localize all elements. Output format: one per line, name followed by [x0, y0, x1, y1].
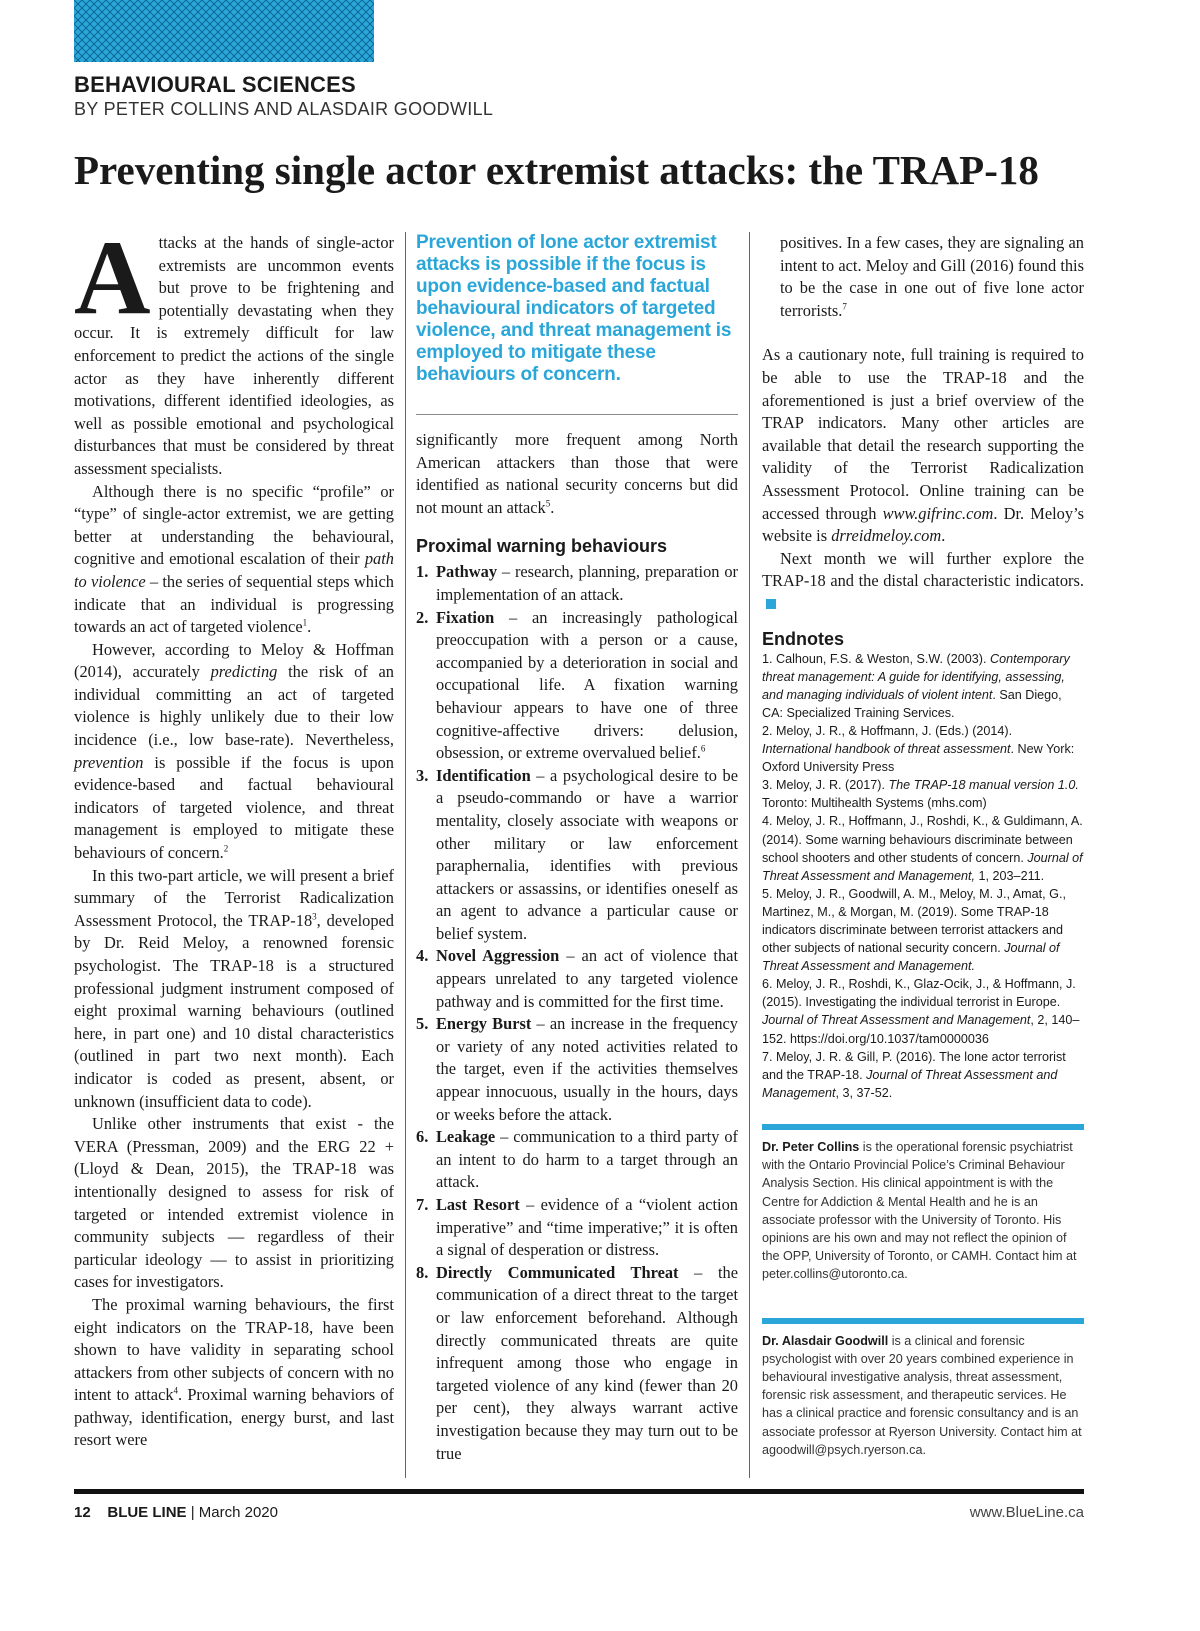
paragraph: Unlike other instruments that exist - the VERA (Pressman, 2009) and the ERG 22 + (Lloyd & Dean, 2015), the TRAP-18 was intentionally designed to assess for risk of targeted or intended extremist violence in community subjects — regardless of their particular ideology — to assist in prioritizing cases for investigators.: [74, 1114, 394, 1292]
paragraph: [74, 639, 394, 865]
paragraph-intro: [74, 219, 394, 481]
emphasis: Journal of Threat Assessment and Management: [762, 1067, 1058, 1100]
item-term: Fixation: [436, 607, 495, 627]
paragraph: [762, 232, 1084, 322]
endnote-item: [762, 975, 1084, 1047]
paragraph: [762, 548, 1084, 616]
item-number: 6.: [416, 1127, 429, 1147]
footnote-ref: 4: [173, 1385, 179, 1396]
emphasis: Journal of Threat Assessment and Management.: [762, 941, 1060, 974]
item-term: Energy Burst: [436, 1014, 532, 1034]
warning-behaviour-item: [416, 1013, 738, 1126]
paragraph: [74, 1294, 394, 1452]
item-text: – an increase in the frequency or variety of any noted activities related to the target, even if the activities themselves appear innocuous, usually in the hours, days or weeks before the attack.: [436, 1014, 739, 1124]
item-text: – an act of violence that appears unrelated to any targeted violence pathway and is committed for the first time.: [436, 946, 739, 1011]
emphasis: International handbook of threat assessment: [762, 742, 1011, 757]
text: 1, 203–211.: [975, 868, 1045, 883]
byline: BY PETER COLLINS AND ALASDAIR GOODWILL: [74, 99, 494, 119]
column-2: [416, 232, 738, 1465]
link-drreidmeloy[interactable]: drreidmeloy.com: [831, 526, 942, 546]
item-term: Last Resort: [436, 1195, 520, 1214]
text: However, according to Meloy & Hoffman (2014), accurately: [74, 639, 394, 682]
text: is possible if the focus is upon evidence-based and factual behavioural indicators of targeted violence, and threat management is employed to mitigate these behaviours of concern.: [74, 752, 394, 863]
warning-behaviour-item: [416, 1194, 738, 1262]
intro-text: ttacks at the hands of single-actor extremists are uncommon events but prove to be frightening and potentially devastating when they occur. It is extremely difficult for law enforcement to predict the actions of the single actor as they have inherently different motivations, different identified ideologies, as well as possible emotional and psychological disturbances that must be considered by threat assessment specialists.: [74, 233, 394, 478]
item-number: 8.: [416, 1262, 429, 1282]
headline: Preventing single actor extremist attacks: the TRAP-18: [74, 147, 1039, 193]
text: Next month we will further explore the TRAP-18 and the distal characteristic indicators.: [762, 548, 1084, 591]
item-term: Directly Communicated Threat: [436, 1262, 679, 1282]
item-text: – evidence of a “violent action imperative” and “time imperative;” it is often a signal of desperation or distress.: [436, 1195, 739, 1260]
item-number: 2.: [416, 607, 429, 627]
author-name: Dr. Peter Collins: [762, 1139, 860, 1154]
text: positives. In a few cases, they are signaling an intent to act. Meloy and Gill (2016) found this to be the case in one out of five lone actor terrorists.: [780, 233, 1084, 320]
endnote-list: [762, 650, 1084, 1102]
author-bio-collins: [762, 1124, 1084, 1284]
footnote-ref: 3: [312, 911, 317, 922]
emphasis: Contemporary threat management: A guide for identifying, assessing, and managing individuals of violent intent: [762, 651, 1070, 702]
header-pattern-decoration: [74, 0, 374, 62]
endnote-item: [762, 812, 1084, 884]
pull-quote-divider: [416, 414, 738, 415]
text: As a cautionary note, full training is required to be able to use the TRAP-18 and the aforementioned is just a brief overview of the TRAP indicators. Many other articles are available that detail the research supporting the validity of the Terrorist Radicalization Assessment Protocol. Online training can be accessed through: [762, 345, 1084, 523]
item-text: – communication to a third party of an intent to do harm to a target through an attack.: [436, 1127, 738, 1192]
endnotes: [762, 630, 1084, 1102]
footnote-ref: 5: [545, 498, 551, 509]
endnote-item: [762, 722, 1084, 776]
end-mark-icon: [766, 599, 776, 609]
footer-left: [74, 1504, 278, 1521]
endnote-item: [762, 776, 1084, 812]
item-text: – a psychological desire to be a pseudo-commando or have a warrior mentality, closely associate with weapons or other military or law enforcement paraphernalia, identifies with previous attackers or assassins, or identifies oneself as an agent to advance a particular cause or belief system.: [436, 765, 738, 943]
bio-text: is a clinical and forensic psychologist with over 20 years combined experience in behavioural investigative analysis, threat assessment, forensic risk assessment, and therapeutic services. He has a clinical practice and forensic consultancy and is an associate professor at Ryerson University. Contact him at agoodwill@psych.ryerson.ca.: [762, 1333, 1082, 1457]
issue-date: March 2020: [198, 1504, 278, 1521]
text: , 2, 140–152. https://doi.org/10.1037/tam0000036: [762, 1013, 1080, 1046]
text: 6. Meloy, J. R., Roshdi, K., Glaz-Ocik, J., & Hoffmann, J. (2015). Investigating the individual terrorist in Europe.: [762, 977, 1076, 1010]
bio-text: is the operational forensic psychiatrist with the Ontario Provincial Police’s Criminal Behaviour Analysis Section. His clinical appointment is with the Centre for Addiction & Mental Health and he is an associate professor with the University of Toronto. His opinions are his own and may not reflect the opinion of the OPP, University of Toronto, or CAMH. Contact him at peter.collins@utoronto.ca.: [762, 1139, 1077, 1282]
text: The proximal warning behaviours, the first eight indicators on the TRAP-18, have been shown to have validity in separating school attackers from other subjects of concern with no intent to attack: [74, 1294, 394, 1405]
footer-separator: |: [190, 1504, 195, 1521]
text: . Proximal warning behaviors of pathway, identification, energy burst, and last resort were: [74, 1385, 394, 1450]
item-number: 7.: [416, 1195, 429, 1214]
column-divider: [749, 232, 750, 1478]
emphasis: The TRAP-18 manual version 1.0.: [888, 778, 1079, 793]
footer-divider: [74, 1489, 1084, 1494]
endnote-item: [762, 1048, 1084, 1102]
subheading-proximal-warning-behaviours: Proximal warning behaviours: [416, 536, 668, 557]
page-number: 12: [74, 1504, 91, 1521]
emphasis: path to violence: [74, 549, 394, 591]
footnote-ref: 7: [842, 301, 847, 312]
warning-behaviour-item: [416, 945, 738, 1013]
item-text: – research, planning, preparation or implementation of an attack.: [436, 562, 738, 604]
text: significantly more frequent among North American attackers than those that were identified as national security concerns but did not mount an attack: [416, 430, 738, 517]
item-term: Identification: [436, 765, 531, 785]
footnote-ref: 2: [223, 843, 229, 854]
magazine-name: BLUE LINE: [107, 1504, 187, 1521]
text: 4. Meloy, J. R., Hoffmann, J., Roshdi, K., & Guldimann, A. (2014). Some warning behaviours discriminate between school shooters and other students of concern.: [762, 814, 1083, 865]
item-text: – the communication of a direct threat to the target or law enforcement beforehand. Although directly communicated threats are quite infrequent among those who engage in targeted violence of any kind (fewer than 20 per cent), they always warrant active investigation because they may turn out to be true: [436, 1262, 738, 1463]
text: . New York: Oxford University Press: [762, 742, 1075, 775]
paragraph: significantly more frequent among North American attackers than those that were identified as national security concerns but did not mount an attack$^5$.: [416, 430, 738, 517]
warning-behaviour-item: [416, 765, 738, 946]
warning-behaviour-item: [416, 561, 738, 606]
item-number: 4.: [416, 946, 429, 966]
item-number: 5.: [416, 1014, 429, 1034]
footer-url[interactable]: www.BlueLine.ca: [969, 1504, 1084, 1521]
paragraph: [762, 344, 1084, 547]
footnote-ref: 6: [700, 743, 706, 754]
item-term: Leakage: [436, 1127, 496, 1147]
text: .: [941, 526, 946, 546]
column-1: [74, 219, 395, 1452]
warning-behaviour-item: [416, 1262, 738, 1465]
footnote-ref: 1: [302, 617, 308, 628]
author-name: Dr. Alasdair Goodwill: [762, 1333, 889, 1348]
text: . Dr. Meloy’s website is: [762, 503, 1084, 546]
text: , developed by Dr. Reid Meloy, a renowned forensic psychologist. The TRAP-18 is a structured professional judgment instrument composed of eight proximal warning behaviours (outlined here, in part one) and 10 distal characteristics (outlined in part two next month). Each indicator is coded as present, absent, or unknown (insufficient data to code).: [74, 910, 394, 1111]
author-bio-goodwill: [762, 1318, 1084, 1459]
paragraph: [74, 865, 394, 1114]
text: 2. Meloy, J. R., & Hoffmann, J. (Eds.) (2014).: [762, 723, 1013, 738]
text: – the series of sequential steps which indicate that an individual is progressing towards an act of targeted violence: [74, 571, 394, 637]
link-gifrinc[interactable]: www.gifrinc.com: [882, 503, 994, 523]
column-3: [762, 232, 1084, 1459]
item-text: – an increasingly pathological preoccupation with a person or a cause, accompanied by a deterioration in social and occupational life. A fixation warning behaviour appears to have one of three cognitive-affective drivers: delusion, obsession, or extreme overvalued belief.: [436, 607, 738, 763]
item-number: 1.: [416, 562, 429, 582]
endnotes-title: Endnotes: [762, 628, 845, 649]
item-term: Pathway: [436, 562, 498, 582]
text: Although there is no specific “profile” or “type” of single-actor extremist, we are getting better at understanding the behavioural, cognitive and emotional escalation of their: [74, 481, 394, 569]
emphasis: Journal of Threat Assessment and Management,: [762, 850, 1083, 883]
text: 5. Meloy, J. R., Goodwill, A. M., Meloy, M. J., Amat, G., Martinez, M., & Morgan, M. (2019). Some TRAP-18 indicators discriminate between terrorist attackers and other subjects of national security concern.: [762, 886, 1066, 956]
text: , 3, 37-52.: [835, 1085, 893, 1100]
drop-cap: A: [74, 219, 151, 336]
text: the risk of an individual committing an act of targeted violence is highly unlikely due to their low incidence (i.e., low base-rate). Nevertheless,: [74, 662, 395, 750]
warning-behaviours-list: [416, 561, 738, 1465]
item-term: Novel Aggression: [436, 946, 560, 966]
text: Toronto: Multihealth Systems (mhs.com): [762, 796, 987, 811]
section-label: BEHAVIOURAL SCIENCES: [74, 72, 356, 97]
warning-behaviour-item: [416, 607, 738, 765]
endnote-item: [762, 650, 1084, 722]
endnote-item: [762, 885, 1084, 975]
text: 1. Calhoun, F.S. & Weston, S.W. (2003).: [762, 651, 990, 666]
pull-quote: Prevention of lone actor extremist attacks is possible if the focus is upon evidence-based and factual behavioural indicators of targeted violence, and threat management is employed to mitigate these behaviours of concern.: [416, 232, 732, 385]
warning-behaviour-item: [416, 1126, 738, 1194]
emphasis: predicting: [210, 662, 278, 682]
item-number: 3.: [416, 765, 429, 785]
text: In this two-part article, we will present a brief summary of the Terrorist Radicalization Assessment Protocol, the TRAP-18: [74, 865, 394, 930]
text: . San Diego, CA: Specialized Training Services.: [762, 687, 1062, 720]
emphasis: prevention: [74, 752, 144, 772]
emphasis: Journal of Threat Assessment and Management: [762, 1013, 1031, 1028]
column-divider: [405, 232, 406, 1478]
paragraph: Although there is no specific “profile” or “type” of single-actor extremist, we are getting better at understanding the behavioural, cognitive and emotional escalation of their path to violence – the series of sequential steps which indicate that an individual is progressing towards an act of targeted violence$^1$.: [74, 481, 394, 637]
text: 3. Meloy, J. R. (2017).: [762, 778, 889, 793]
text: 7. Meloy, J. R. & Gill, P. (2016). The lone actor terrorist and the TRAP-18.: [762, 1049, 1066, 1082]
